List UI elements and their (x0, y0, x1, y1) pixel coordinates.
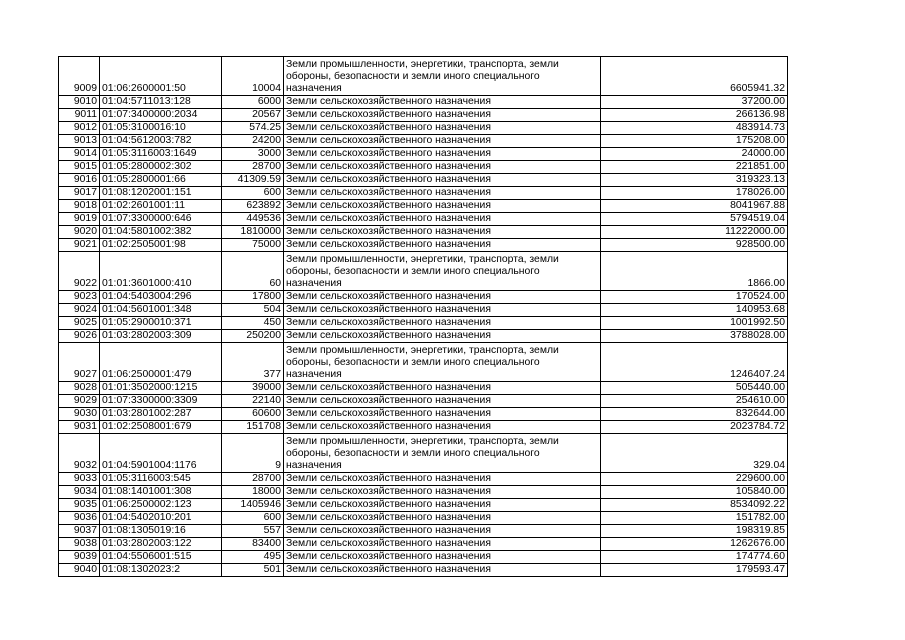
land-category-cell: Земли сельскохозяйственного назначения (284, 161, 601, 174)
area-cell: 24200 (222, 135, 284, 148)
table-row (59, 382, 788, 395)
land-category-cell: Земли промышленности, энергетики, транспорта, земли обороны, безопасности и земли иного специального назначения (284, 343, 601, 382)
row-number-cell: 9031 (59, 421, 100, 434)
land-category-cell: Земли сельскохозяйственного назначения (284, 226, 601, 239)
area-cell: 9 (222, 434, 284, 473)
land-category-cell: Земли сельскохозяйственного назначения (284, 330, 601, 343)
row-number-cell: 9014 (59, 148, 100, 161)
table-row (59, 122, 788, 135)
cadastral-number-cell: 01:05:3116003:545 (100, 473, 222, 486)
area-cell: 557 (222, 525, 284, 538)
table-row (59, 239, 788, 252)
land-category-cell: Земли сельскохозяйственного назначения (284, 538, 601, 551)
area-cell: 495 (222, 551, 284, 564)
table-row (59, 96, 788, 109)
area-cell: 60600 (222, 408, 284, 421)
cadastral-number-cell: 01:03:2802003:122 (100, 538, 222, 551)
row-number-cell: 9030 (59, 408, 100, 421)
cadastral-value-cell: 1866.00 (601, 252, 788, 291)
table-row (59, 187, 788, 200)
area-cell: 28700 (222, 161, 284, 174)
table-row (59, 434, 788, 473)
table-row (59, 395, 788, 408)
row-number-cell: 9013 (59, 135, 100, 148)
cadastral-value-cell: 5794519.04 (601, 213, 788, 226)
table-row (59, 226, 788, 239)
table-row (59, 252, 788, 291)
area-cell: 60 (222, 252, 284, 291)
row-number-cell: 9020 (59, 226, 100, 239)
area-cell: 17800 (222, 291, 284, 304)
area-cell: 501 (222, 564, 284, 577)
row-number-cell: 9009 (59, 57, 100, 96)
cadastral-value-cell: 254610.00 (601, 395, 788, 408)
table-row (59, 408, 788, 421)
cadastral-value-cell: 928500.00 (601, 239, 788, 252)
cadastral-number-cell: 01:06:2500002:123 (100, 499, 222, 512)
cadastral-number-cell: 01:04:5711013:128 (100, 96, 222, 109)
land-category-cell: Земли сельскохозяйственного назначения (284, 96, 601, 109)
area-cell: 22140 (222, 395, 284, 408)
cadastral-number-cell: 01:05:3100016:10 (100, 122, 222, 135)
cadastral-number-cell: 01:07:3300000:646 (100, 213, 222, 226)
land-category-cell: Земли сельскохозяйственного назначения (284, 395, 601, 408)
area-cell: 83400 (222, 538, 284, 551)
area-cell: 600 (222, 512, 284, 525)
area-cell: 250200 (222, 330, 284, 343)
table-row (59, 213, 788, 226)
cadastral-value-cell: 105840.00 (601, 486, 788, 499)
cadastral-number-cell: 01:02:2508001:679 (100, 421, 222, 434)
cadastral-value-cell: 179593.47 (601, 564, 788, 577)
row-number-cell: 9015 (59, 161, 100, 174)
cadastral-number-cell: 01:08:1302023:2 (100, 564, 222, 577)
cadastral-number-cell: 01:07:3300000:3309 (100, 395, 222, 408)
row-number-cell: 9037 (59, 525, 100, 538)
land-registry-table (58, 56, 788, 577)
land-category-cell: Земли сельскохозяйственного назначения (284, 421, 601, 434)
cadastral-number-cell: 01:01:3601000:410 (100, 252, 222, 291)
cadastral-number-cell: 01:04:5901004:1176 (100, 434, 222, 473)
cadastral-value-cell: 221851.00 (601, 161, 788, 174)
cadastral-number-cell: 01:05:3116003:1649 (100, 148, 222, 161)
land-category-cell: Земли сельскохозяйственного назначения (284, 291, 601, 304)
table-row (59, 525, 788, 538)
table-row (59, 499, 788, 512)
row-number-cell: 9033 (59, 473, 100, 486)
row-number-cell: 9032 (59, 434, 100, 473)
cadastral-value-cell: 170524.00 (601, 291, 788, 304)
area-cell: 504 (222, 304, 284, 317)
area-cell: 574.25 (222, 122, 284, 135)
cadastral-value-cell: 151782.00 (601, 512, 788, 525)
row-number-cell: 9025 (59, 317, 100, 330)
table-row (59, 148, 788, 161)
land-category-cell: Земли сельскохозяйственного назначения (284, 213, 601, 226)
cadastral-value-cell: 198319.85 (601, 525, 788, 538)
cadastral-number-cell: 01:05:2800002:302 (100, 161, 222, 174)
cadastral-number-cell: 01:06:2600001:50 (100, 57, 222, 96)
table-row (59, 200, 788, 213)
land-category-cell: Земли сельскохозяйственного назначения (284, 187, 601, 200)
table-row (59, 109, 788, 122)
cadastral-value-cell: 6605941.32 (601, 57, 788, 96)
row-number-cell: 9019 (59, 213, 100, 226)
cadastral-number-cell: 01:08:1401001:308 (100, 486, 222, 499)
area-cell: 1405946 (222, 499, 284, 512)
area-cell: 20567 (222, 109, 284, 122)
land-category-cell: Земли сельскохозяйственного назначения (284, 174, 601, 187)
cadastral-value-cell: 266136.98 (601, 109, 788, 122)
land-category-cell: Земли сельскохозяйственного назначения (284, 499, 601, 512)
area-cell: 39000 (222, 382, 284, 395)
area-cell: 450 (222, 317, 284, 330)
table-row (59, 486, 788, 499)
cadastral-value-cell: 8041967.88 (601, 200, 788, 213)
cadastral-value-cell: 2023784.72 (601, 421, 788, 434)
table-row (59, 421, 788, 434)
cadastral-value-cell: 505440.00 (601, 382, 788, 395)
cadastral-number-cell: 01:04:5402010:201 (100, 512, 222, 525)
row-number-cell: 9040 (59, 564, 100, 577)
row-number-cell: 9024 (59, 304, 100, 317)
cadastral-number-cell: 01:04:5801002:382 (100, 226, 222, 239)
area-cell: 1810000 (222, 226, 284, 239)
table-row (59, 161, 788, 174)
cadastral-number-cell: 01:03:2801002:287 (100, 408, 222, 421)
cadastral-number-cell: 01:08:1202001:151 (100, 187, 222, 200)
land-category-cell: Земли сельскохозяйственного назначения (284, 486, 601, 499)
cadastral-number-cell: 01:02:2601001:11 (100, 200, 222, 213)
area-cell: 28700 (222, 473, 284, 486)
area-cell: 75000 (222, 239, 284, 252)
row-number-cell: 9029 (59, 395, 100, 408)
row-number-cell: 9017 (59, 187, 100, 200)
area-cell: 6000 (222, 96, 284, 109)
land-category-cell: Земли сельскохозяйственного назначения (284, 473, 601, 486)
cadastral-number-cell: 01:03:2802003:309 (100, 330, 222, 343)
area-cell: 10004 (222, 57, 284, 96)
area-cell: 377 (222, 343, 284, 382)
table-row (59, 57, 788, 96)
cadastral-value-cell: 140953.68 (601, 304, 788, 317)
cadastral-value-cell: 1262676.00 (601, 538, 788, 551)
table-row (59, 174, 788, 187)
cadastral-value-cell: 37200.00 (601, 96, 788, 109)
row-number-cell: 9027 (59, 343, 100, 382)
area-cell: 3000 (222, 148, 284, 161)
land-category-cell: Земли сельскохозяйственного назначения (284, 317, 601, 330)
land-category-cell: Земли сельскохозяйственного назначения (284, 564, 601, 577)
table-row (59, 291, 788, 304)
row-number-cell: 9010 (59, 96, 100, 109)
area-cell: 623892 (222, 200, 284, 213)
row-number-cell: 9028 (59, 382, 100, 395)
row-number-cell: 9035 (59, 499, 100, 512)
land-category-cell: Земли промышленности, энергетики, транспорта, земли обороны, безопасности и земли иного специального назначения (284, 434, 601, 473)
land-category-cell: Земли сельскохозяйственного назначения (284, 304, 601, 317)
cadastral-value-cell: 174774.60 (601, 551, 788, 564)
area-cell: 600 (222, 187, 284, 200)
land-category-cell: Земли сельскохозяйственного назначения (284, 148, 601, 161)
area-cell: 41309.59 (222, 174, 284, 187)
cadastral-number-cell: 01:08:1305019:16 (100, 525, 222, 538)
table-row (59, 330, 788, 343)
cadastral-value-cell: 329.04 (601, 434, 788, 473)
land-category-cell: Земли сельскохозяйственного назначения (284, 525, 601, 538)
table-row (59, 304, 788, 317)
land-category-cell: Земли сельскохозяйственного назначения (284, 239, 601, 252)
cadastral-number-cell: 01:05:2900010:371 (100, 317, 222, 330)
row-number-cell: 9018 (59, 200, 100, 213)
table-row (59, 343, 788, 382)
cadastral-number-cell: 01:04:5612003:782 (100, 135, 222, 148)
cadastral-number-cell: 01:04:5403004:296 (100, 291, 222, 304)
cadastral-number-cell: 01:07:3400000:2034 (100, 109, 222, 122)
land-category-cell: Земли промышленности, энергетики, транспорта, земли обороны, безопасности и земли иного специального назначения (284, 57, 601, 96)
cadastral-value-cell: 3788028.00 (601, 330, 788, 343)
land-category-cell: Земли сельскохозяйственного назначения (284, 551, 601, 564)
land-category-cell: Земли сельскохозяйственного назначения (284, 109, 601, 122)
land-category-cell: Земли сельскохозяйственного назначения (284, 200, 601, 213)
table-row (59, 538, 788, 551)
cadastral-value-cell: 175208.00 (601, 135, 788, 148)
table-row (59, 551, 788, 564)
cadastral-value-cell: 229600.00 (601, 473, 788, 486)
cadastral-value-cell: 832644.00 (601, 408, 788, 421)
cadastral-number-cell: 01:06:2500001:479 (100, 343, 222, 382)
cadastral-value-cell: 319323.13 (601, 174, 788, 187)
cadastral-number-cell: 01:02:2505001:98 (100, 239, 222, 252)
cadastral-number-cell: 01:05:2800001:66 (100, 174, 222, 187)
cadastral-number-cell: 01:01:3502000:1215 (100, 382, 222, 395)
row-number-cell: 9022 (59, 252, 100, 291)
cadastral-value-cell: 1001992.50 (601, 317, 788, 330)
row-number-cell: 9036 (59, 512, 100, 525)
area-cell: 18000 (222, 486, 284, 499)
cadastral-number-cell: 01:04:5506001:515 (100, 551, 222, 564)
cadastral-value-cell: 24000.00 (601, 148, 788, 161)
land-category-cell: Земли промышленности, энергетики, транспорта, земли обороны, безопасности и земли иного специального назначения (284, 252, 601, 291)
area-cell: 449536 (222, 213, 284, 226)
table-row (59, 564, 788, 577)
land-category-cell: Земли сельскохозяйственного назначения (284, 382, 601, 395)
table-row (59, 473, 788, 486)
row-number-cell: 9011 (59, 109, 100, 122)
row-number-cell: 9039 (59, 551, 100, 564)
table-row (59, 512, 788, 525)
land-category-cell: Земли сельскохозяйственного назначения (284, 122, 601, 135)
cadastral-value-cell: 11222000.00 (601, 226, 788, 239)
land-category-cell: Земли сельскохозяйственного назначения (284, 135, 601, 148)
land-category-cell: Земли сельскохозяйственного назначения (284, 408, 601, 421)
row-number-cell: 9023 (59, 291, 100, 304)
row-number-cell: 9038 (59, 538, 100, 551)
row-number-cell: 9034 (59, 486, 100, 499)
row-number-cell: 9016 (59, 174, 100, 187)
cadastral-value-cell: 483914.73 (601, 122, 788, 135)
cadastral-value-cell: 8534092.22 (601, 499, 788, 512)
land-category-cell: Земли сельскохозяйственного назначения (284, 512, 601, 525)
table-row (59, 135, 788, 148)
row-number-cell: 9026 (59, 330, 100, 343)
row-number-cell: 9021 (59, 239, 100, 252)
cadastral-number-cell: 01:04:5601001:348 (100, 304, 222, 317)
cadastral-value-cell: 1246407.24 (601, 343, 788, 382)
cadastral-value-cell: 178026.00 (601, 187, 788, 200)
table-body (59, 57, 788, 577)
table-row (59, 317, 788, 330)
area-cell: 151708 (222, 421, 284, 434)
row-number-cell: 9012 (59, 122, 100, 135)
